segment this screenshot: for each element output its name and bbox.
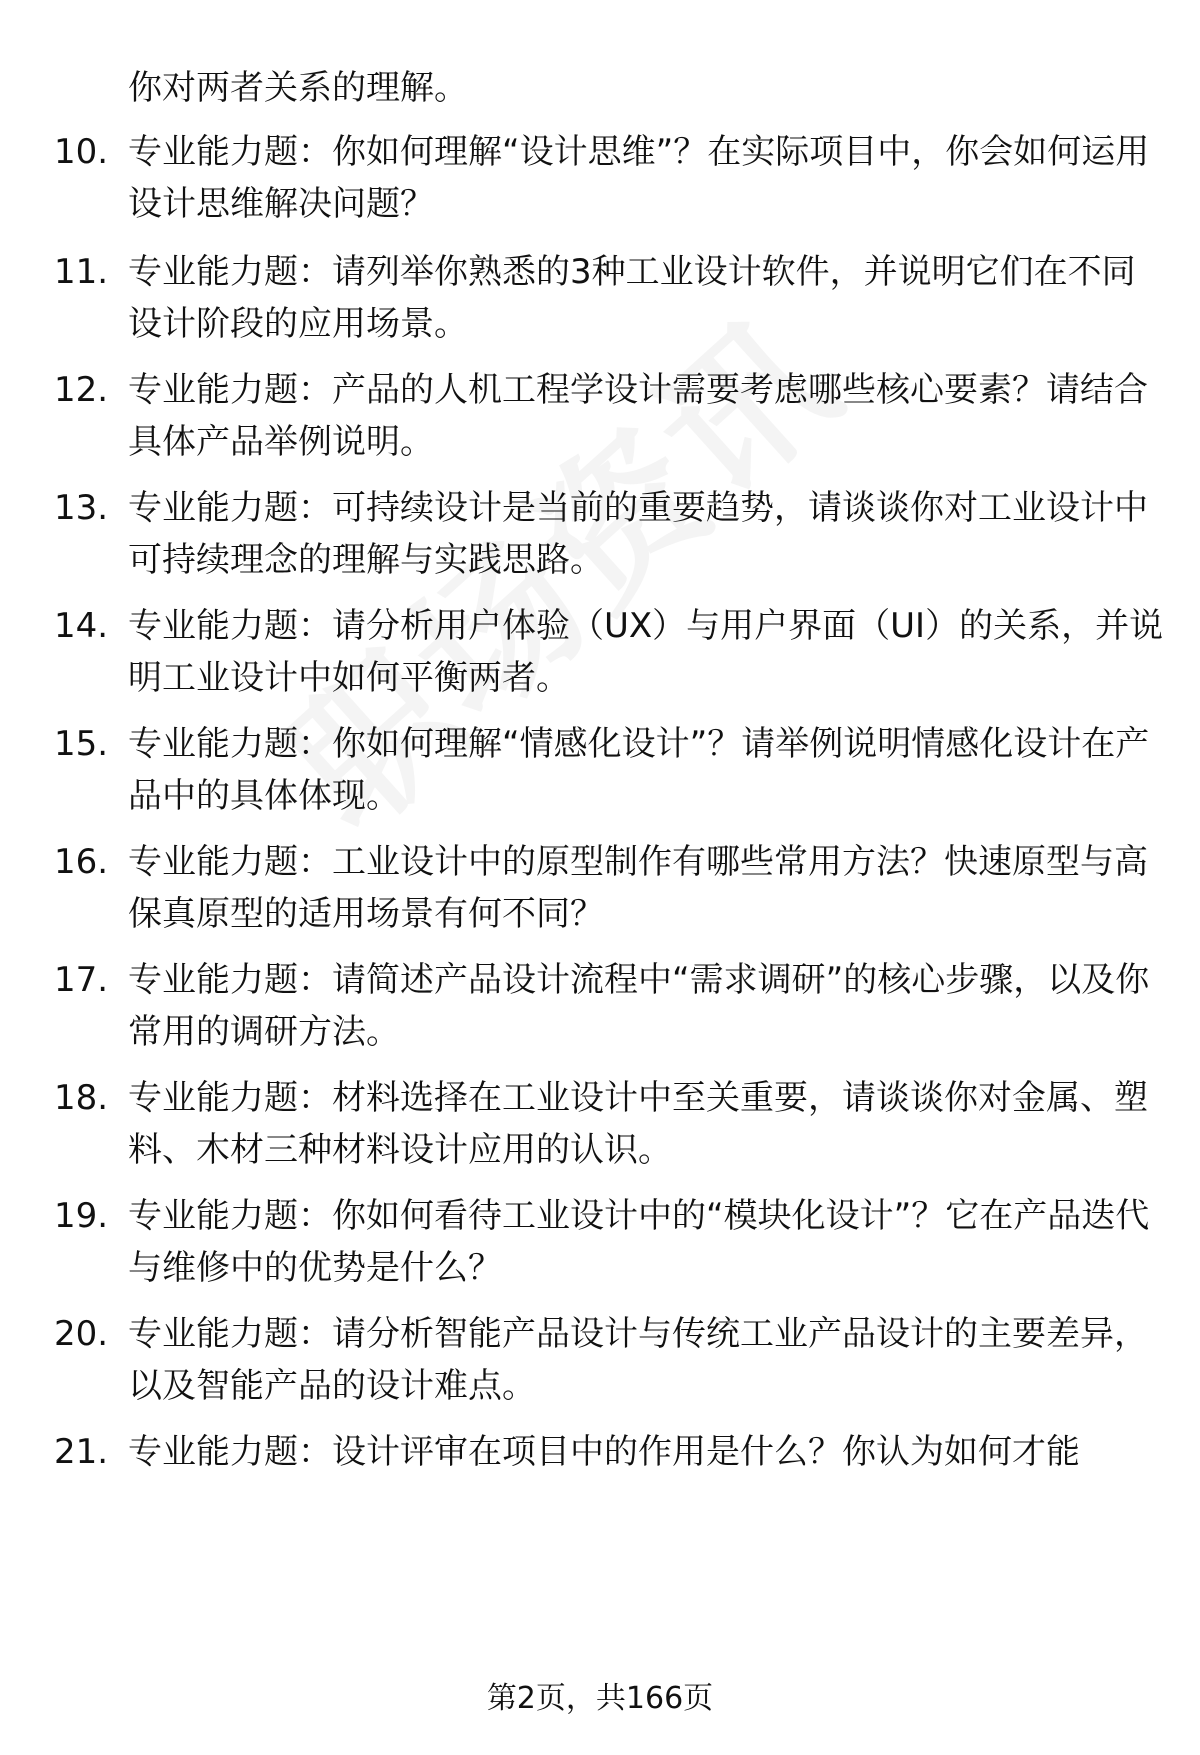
- question-number: 21.: [54, 1432, 109, 1472]
- question-text: 专业能力题：请简述产品设计流程中“需求调研”的核心步骤，以及你常用的调研方法。: [128, 960, 1150, 1052]
- question-number: 11.: [54, 252, 109, 292]
- question-number: 18.: [54, 1078, 109, 1118]
- question-text: 专业能力题：可持续设计是当前的重要趋势，请谈谈你对工业设计中可持续理念的理解与实践思路。: [128, 488, 1148, 580]
- question-number: 19.: [54, 1196, 109, 1236]
- question-text: 专业能力题：设计评审在项目中的作用是什么？你认为如何才能: [128, 1432, 1080, 1472]
- question-number: 15.: [54, 724, 109, 764]
- continuation-text: 你对两者关系的理解。: [128, 68, 468, 108]
- question-text: 专业能力题：材料选择在工业设计中至关重要，请谈谈你对金属、塑料、木材三种材料设计应用的认识。: [128, 1078, 1148, 1170]
- question-text: 专业能力题：工业设计中的原型制作有哪些常用方法？快速原型与高保真原型的适用场景有何不同？: [128, 842, 1148, 934]
- question-text: 专业能力题：请列举你熟悉的3种工业设计软件，并说明它们在不同设计阶段的应用场景。: [128, 252, 1136, 344]
- question-number: 17.: [54, 960, 109, 1000]
- question-text: 专业能力题：你如何理解“设计思维”？在实际项目中，你会如何运用设计思维解决问题？: [128, 132, 1150, 224]
- question-text: 专业能力题：你如何看待工业设计中的“模块化设计”？它在产品迭代与维修中的优势是什么？: [128, 1196, 1150, 1288]
- question-text: 专业能力题：你如何理解“情感化设计”？请举例说明情感化设计在产品中的具体体现。: [128, 724, 1150, 816]
- question-text: 专业能力题：产品的人机工程学设计需要考虑哪些核心要素？请结合具体产品举例说明。: [128, 370, 1148, 462]
- question-number: 12.: [54, 370, 109, 410]
- question-number: 20.: [54, 1314, 109, 1354]
- question-number: 10.: [54, 132, 109, 172]
- question-text: 专业能力题：请分析智能产品设计与传统工业产品设计的主要差异，以及智能产品的设计难点。: [128, 1314, 1148, 1406]
- question-number: 16.: [54, 842, 109, 882]
- question-number: 14.: [54, 606, 109, 646]
- question-number: 13.: [54, 488, 109, 528]
- page-number-footer: 第2页，共166页: [486, 1681, 714, 1716]
- question-text: 专业能力题：请分析用户体验（UX）与用户界面（UI）的关系，并说明工业设计中如何平衡两者。: [128, 606, 1164, 698]
